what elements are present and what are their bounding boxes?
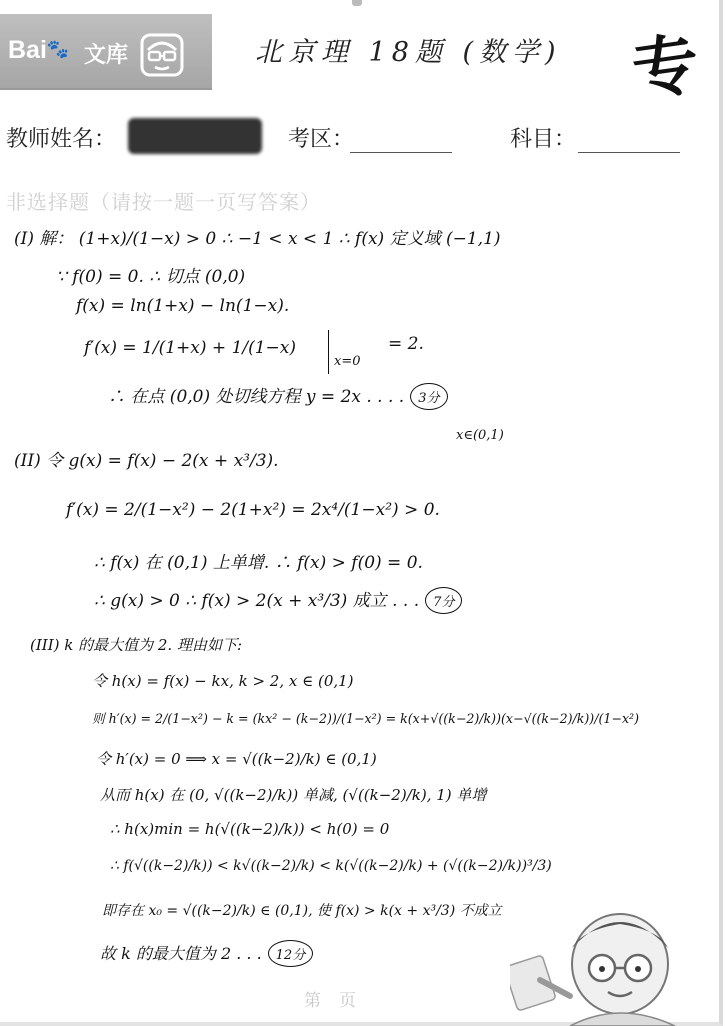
paw-icon: 🐾: [46, 39, 70, 59]
solution-line-7: f′(x) = 2/(1−x²) − 2(1+x²) = 2x⁴/(1−x²) > 0.: [66, 500, 440, 520]
solution-line-16: ∴ f(√((k−2)/k)) < k√((k−2)/k) < k(√((k−2)/k) + (√((k−2)/k))³/3): [110, 858, 552, 874]
top-notch: [352, 0, 362, 6]
page-title: 北京理 18题 (数学): [255, 37, 562, 68]
solution-line-8: ∴ f(x) 在 (0,1) 上单增. ∴ f(x) > f(0) = 0.: [94, 553, 423, 573]
corner-mark: 专: [627, 23, 704, 111]
score-mark-3: 12分: [268, 940, 314, 967]
solution-line-3: f(x) = ln(1+x) − ln(1−x).: [76, 296, 290, 316]
solution-line-1: (I) 解： (1+x)/(1−x) > 0 ∴ −1 < x < 1 ∴ f(x) 定义域 (−1,1): [14, 229, 501, 249]
solution-line-4: f′(x) = 1/(1+x) + 1/(1−x): [84, 338, 297, 358]
teacher-name-label: 教师姓名：: [6, 127, 117, 152]
solution-line-10: (III) k 的最大值为 2. 理由如下:: [30, 636, 243, 654]
mascot-face-icon: [139, 32, 185, 78]
logo-doc-text: 文库: [84, 43, 129, 68]
evaluation-point: x=0: [334, 354, 361, 369]
district-label: 考区：: [288, 127, 355, 152]
page-number-label: 第页: [304, 991, 374, 1011]
baidu-wenku-logo: [0, 14, 212, 90]
solution-line-17: 即存在 x₀ = √((k−2)/k) ∈ (0,1), 使 f(x) > k(x + x³/3) 不成立: [102, 903, 502, 919]
section-title: 非选择题（请按一题一页写答案）: [6, 190, 321, 214]
score-mark-1: 3分: [410, 383, 447, 410]
solution-line-18: 故 k 的最大值为 2 . . .: [100, 944, 262, 963]
district-field-line: [350, 152, 452, 153]
solution-line-13: 令 h′(x) = 0 ⟹ x = √((k−2)/k) ∈ (0,1): [96, 750, 377, 768]
solution-line-6: (II) 令 g(x) = f(x) − 2(x + x³/3).: [14, 451, 279, 471]
evaluation-bar: [328, 330, 329, 374]
subject-label: 科目：: [510, 127, 577, 152]
evaluation-result: = 2.: [388, 334, 424, 354]
solution-line-14: 从而 h(x) 在 (0, √((k−2)/k)) 单减, (√((k−2)/k), 1) 单增: [100, 786, 487, 804]
solution-line-12: 则 h′(x) = 2/(1−x²) − k = (kx² − (k−2))/(1−x²) = k(x+√((k−2)/k))(x−√((k−2)/k))/(1−x²): [92, 711, 640, 726]
subject-field-line: [578, 152, 680, 153]
solution-line-15: ∴ h(x)min = h(√((k−2)/k)) < h(0) = 0: [110, 820, 390, 838]
solution-line-11: 令 h(x) = f(x) − kx, k > 2, x ∈ (0,1): [92, 672, 354, 690]
logo-text: Bai: [8, 36, 47, 64]
mascot-illustration: [510, 900, 690, 1026]
domain-note: x∈(0,1): [456, 428, 504, 443]
solution-line-9: ∴ g(x) > 0 ∴ f(x) > 2(x + x³/3) 成立 . . .: [94, 591, 420, 611]
solution-line-2: ∵ f(0) = 0. ∴ 切点 (0,0): [56, 267, 246, 287]
solution-line-5: ∴ 在点 (0,0) 处切线方程 y = 2x . . . .: [108, 387, 405, 407]
score-mark-2: 7分: [425, 587, 462, 614]
redacted-name: [128, 118, 262, 154]
